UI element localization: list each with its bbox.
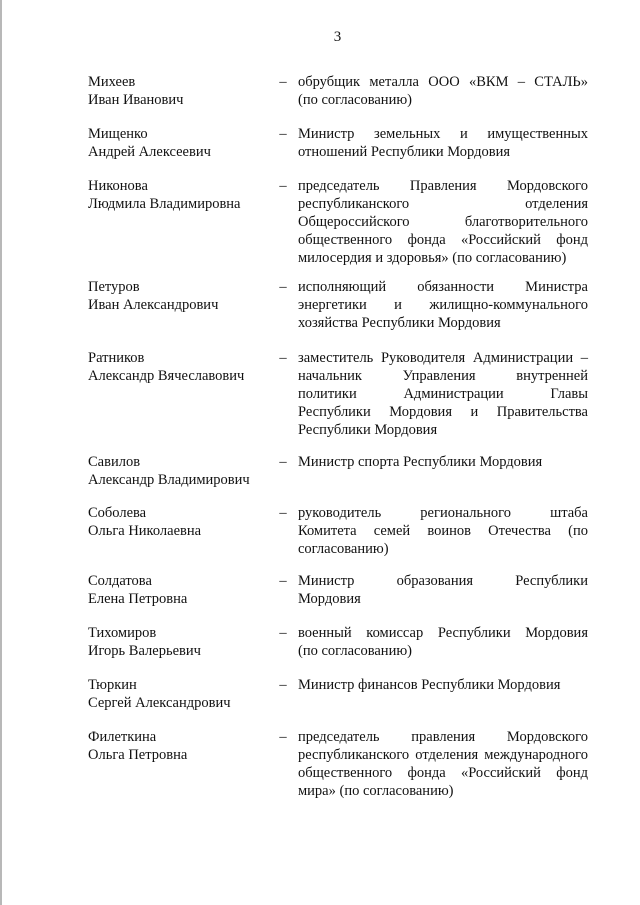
position-line: согласованию) (298, 541, 389, 557)
position-line: председатель Правления Мордовского (298, 178, 588, 194)
position-line: исполняющий обязанности Министра (298, 279, 588, 295)
position-line: милосердия и здоровья» (по согласованию) (298, 250, 567, 266)
member-entry (88, 676, 588, 712)
position-line: Министр земельных и имущественных (298, 126, 588, 142)
member-surname: Соболева (88, 505, 147, 521)
position-line: хозяйства Республики Мордовия (298, 315, 501, 331)
member-position (298, 728, 588, 800)
position-line: общественного фонда «Российский фонд (298, 232, 588, 248)
member-position (298, 349, 588, 439)
member-entry (88, 349, 588, 439)
member-entry (88, 125, 588, 161)
position-line: республиканского отделения международного (298, 747, 588, 763)
member-given-name: Иван Александрович (88, 297, 219, 313)
position-line: мира» (по согласованию) (298, 783, 454, 799)
member-name (88, 73, 268, 109)
position-line: заместитель Руководителя Администрации – (298, 350, 588, 366)
member-surname: Петуров (88, 279, 140, 295)
dash-separator: – (279, 625, 287, 641)
member-surname: Тюркин (88, 677, 137, 693)
position-line: председатель правления Мордовского (298, 729, 588, 745)
member-position (298, 73, 588, 109)
member-surname: Мищенко (88, 126, 148, 142)
position-line: Республики Мордовия и Правительства (298, 404, 588, 420)
member-name (88, 728, 268, 764)
position-line: обрубщик металла ООО «ВКМ – СТАЛЬ» (298, 74, 588, 90)
member-entry (88, 453, 588, 489)
position-line: начальник Управления внутренней (298, 368, 588, 384)
member-name (88, 278, 268, 314)
position-line: общественного фонда «Российский фонд (298, 765, 588, 781)
position-line: Министр образования Республики (298, 573, 588, 589)
member-position (298, 572, 588, 608)
member-surname: Филеткина (88, 729, 157, 745)
member-given-name: Ольга Николаевна (88, 523, 202, 539)
dash-separator: – (279, 350, 287, 366)
position-line: энергетики и жилищно-коммунального (298, 297, 588, 313)
member-position (298, 278, 588, 332)
member-given-name: Александр Вячеславович (88, 368, 245, 384)
position-line: отношений Республики Мордовия (298, 144, 511, 160)
position-line: Общероссийского благотворительного (298, 214, 588, 230)
member-given-name: Людмила Владимировна (88, 196, 241, 212)
member-surname: Солдатова (88, 573, 152, 589)
dash-separator: – (279, 573, 287, 589)
dash-separator: – (279, 505, 287, 521)
member-entry (88, 572, 588, 608)
member-position (298, 177, 588, 267)
member-entry (88, 278, 588, 332)
page-number: 3 (333, 29, 342, 45)
position-line: республиканского отделения (298, 196, 588, 212)
member-given-name: Сергей Александрович (88, 695, 231, 711)
member-position (298, 125, 588, 161)
member-name (88, 572, 268, 608)
member-surname: Михеев (88, 74, 136, 90)
member-surname: Тихомиров (88, 625, 157, 641)
member-entry (88, 73, 588, 109)
member-given-name: Ольга Петровна (88, 747, 188, 763)
dash-separator: – (279, 74, 287, 90)
member-position (298, 676, 588, 694)
member-given-name: Иван Иванович (88, 92, 184, 108)
member-name (88, 624, 268, 660)
member-given-name: Елена Петровна (88, 591, 188, 607)
member-given-name: Александр Владимирович (88, 472, 250, 488)
position-line: Министр финансов Республики Мордовия (298, 677, 561, 693)
position-line: Мордовия (298, 591, 361, 607)
member-name (88, 676, 268, 712)
position-line: руководитель регионального штаба (298, 505, 588, 521)
member-name (88, 504, 268, 540)
member-position (298, 504, 588, 558)
dash-separator: – (279, 178, 287, 194)
dash-separator: – (279, 454, 287, 470)
position-line: Министр спорта Республики Мордовия (298, 454, 543, 470)
dash-separator: – (279, 729, 287, 745)
page-edge (0, 0, 2, 905)
member-name (88, 177, 268, 213)
member-position (298, 453, 588, 471)
member-given-name: Андрей Алексеевич (88, 144, 211, 160)
member-entry (88, 504, 588, 558)
member-entry (88, 177, 588, 267)
dash-separator: – (279, 677, 287, 693)
member-position (298, 624, 588, 660)
dash-separator: – (279, 279, 287, 295)
position-line: политики Администрации Главы (298, 386, 588, 402)
position-line: (по согласованию) (298, 92, 412, 108)
member-name (88, 125, 268, 161)
member-surname: Савилов (88, 454, 141, 470)
member-given-name: Игорь Валерьевич (88, 643, 201, 659)
position-line: (по согласованию) (298, 643, 412, 659)
position-line: Комитета семей воинов Отечества (по (298, 523, 588, 539)
member-surname: Ратников (88, 350, 145, 366)
member-name (88, 349, 268, 385)
member-surname: Никонова (88, 178, 148, 194)
position-line: Республики Мордовия (298, 422, 438, 438)
position-line: военный комиссар Республики Мордовия (298, 625, 588, 641)
dash-separator: – (279, 126, 287, 142)
member-entry (88, 728, 588, 800)
member-entry (88, 624, 588, 660)
member-name (88, 453, 268, 489)
